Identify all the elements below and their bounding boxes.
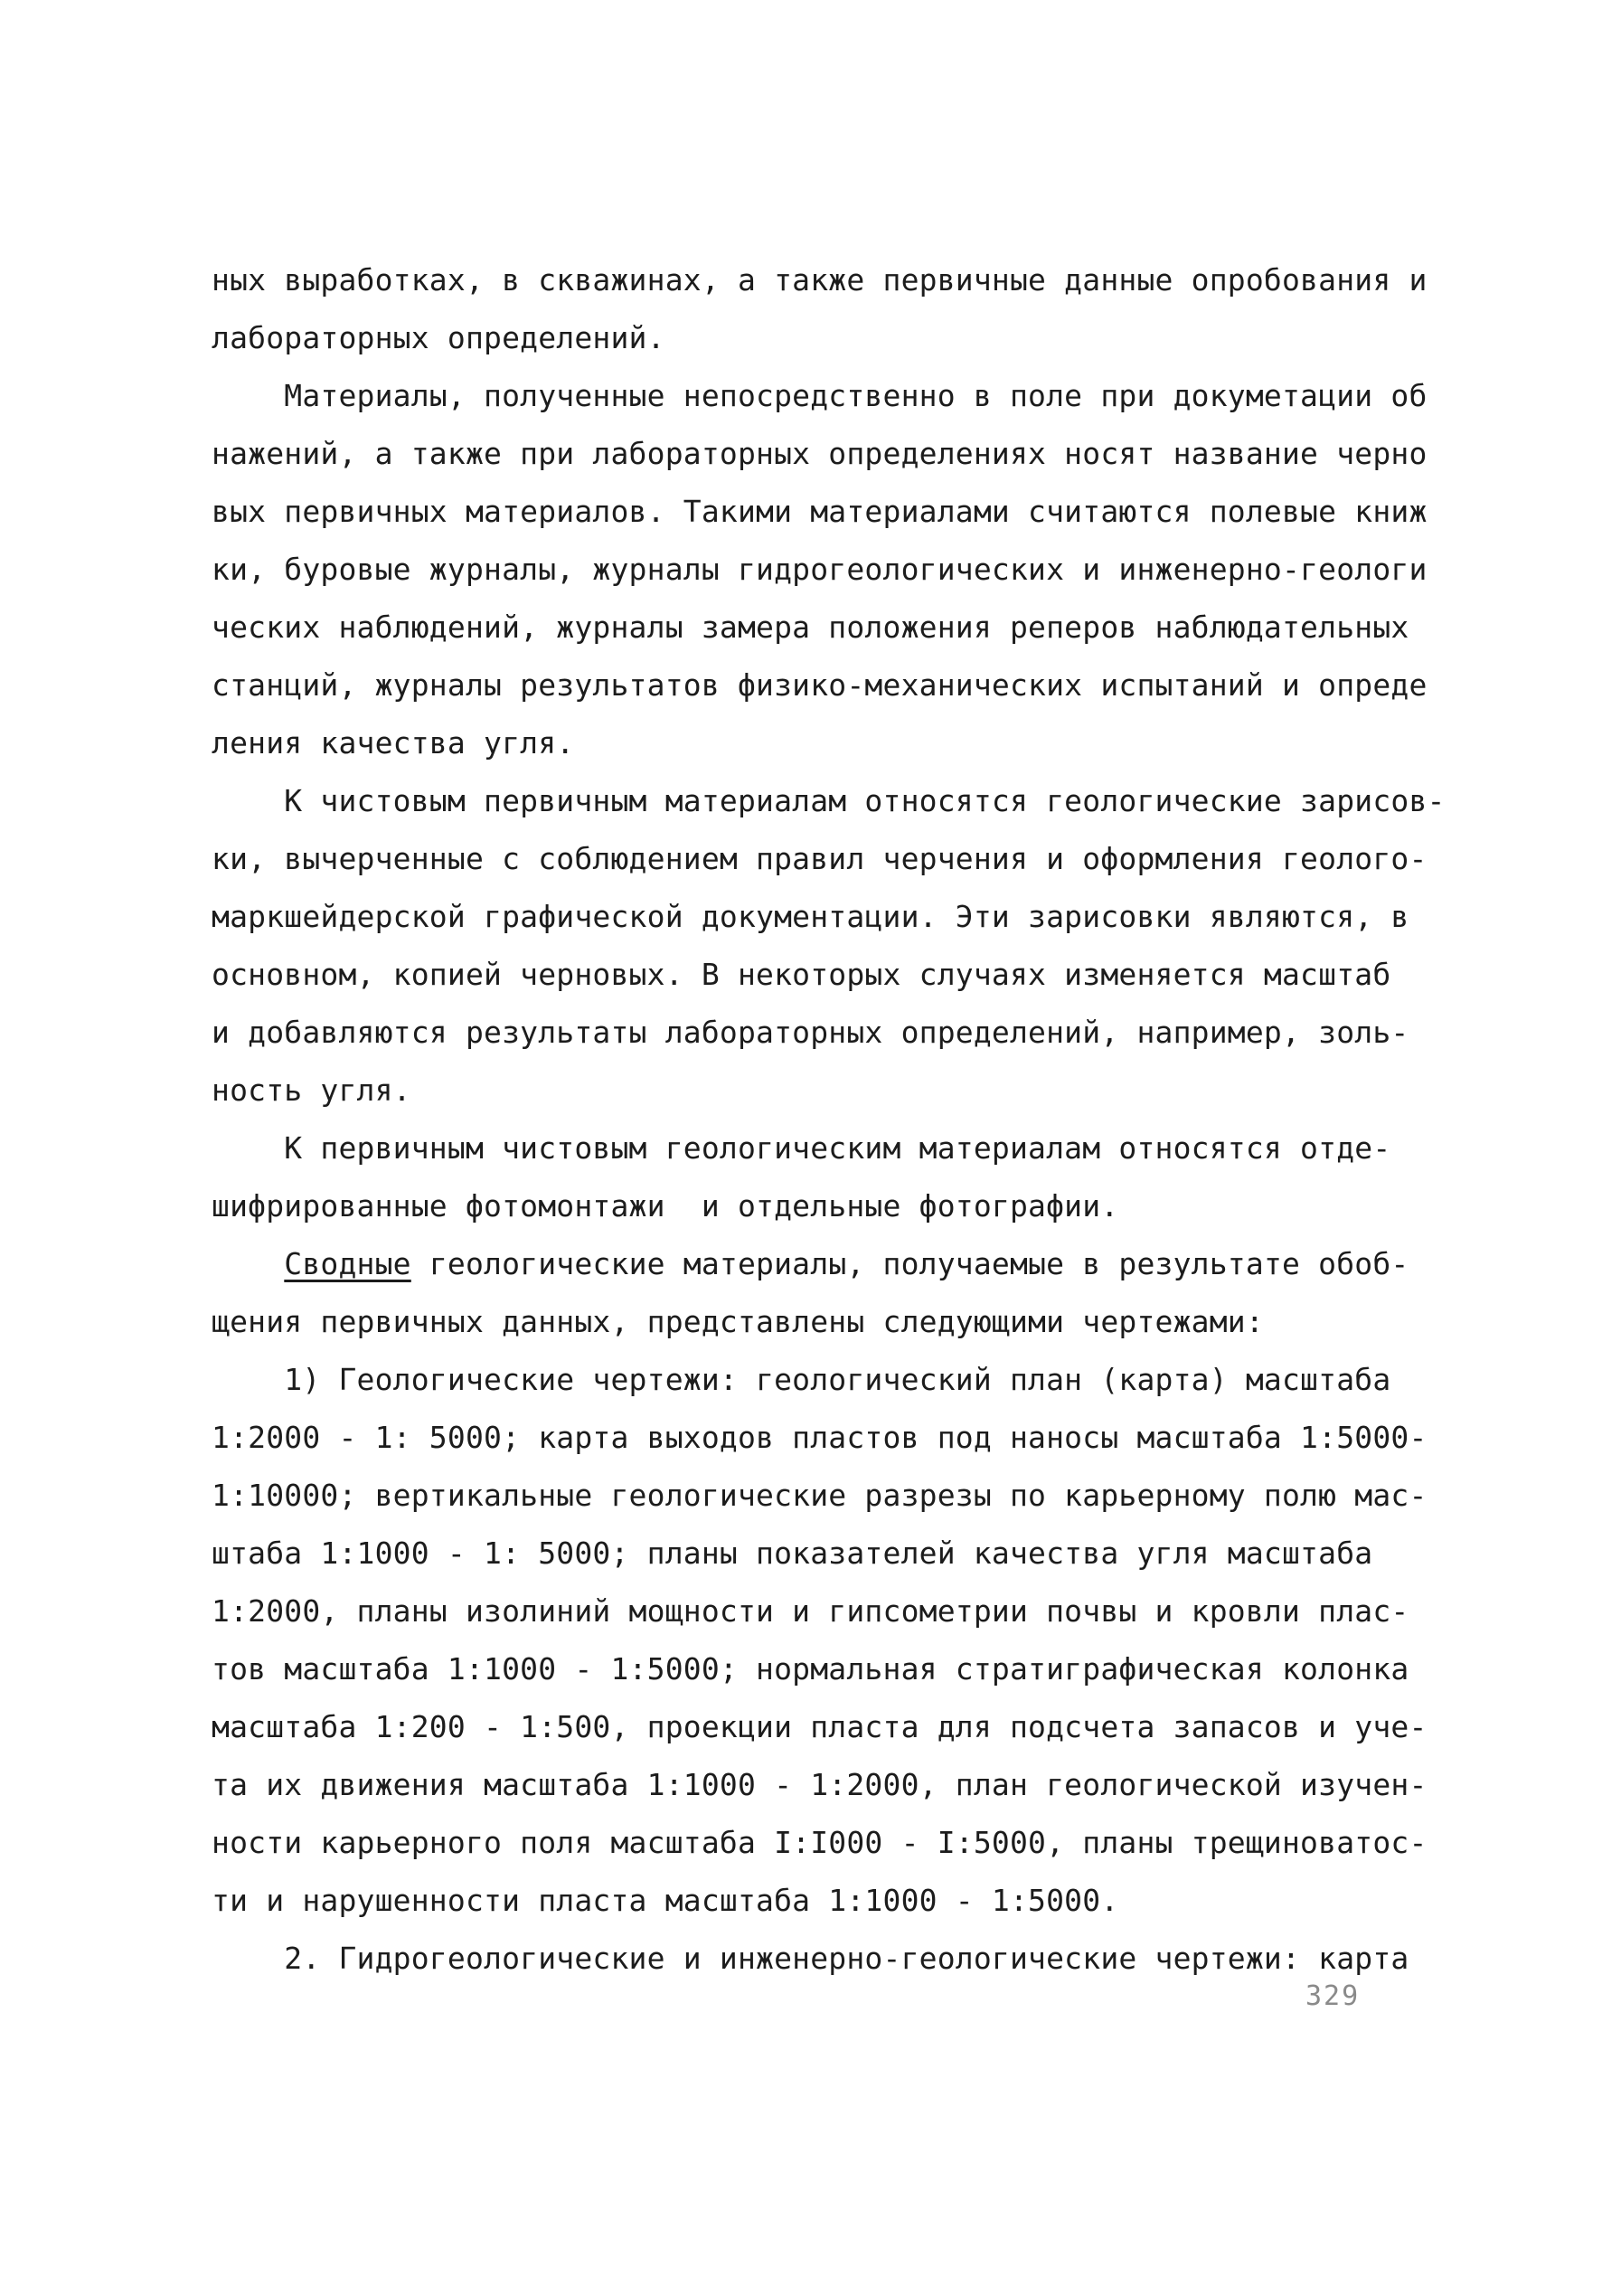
text-line: ти и нарушенности пласта масштаба 1:1000 - 1:5000.	[212, 1883, 1119, 1918]
text-line: та их движения масштаба 1:1000 - 1:2000, план геологической изучен-	[212, 1767, 1428, 1802]
text-line: нажений, а также при лабораторных определениях носят название черно	[212, 436, 1428, 471]
text-line: 1) Геологические чертежи: геологический план (карта) масштаба	[212, 1362, 1391, 1397]
text-line: 1:10000; вертикальные геологические разрезы по карьерному полю мас-	[212, 1478, 1428, 1513]
page-number: 329	[1305, 1980, 1361, 2012]
text-line: основном, копией черновых. В некоторых случаях изменяется масштаб	[212, 957, 1391, 992]
text-line: ки, буровые журналы, журналы гидрогеологических и инженерно-геологи	[212, 552, 1428, 587]
text-line: ческих наблюдений, журналы замера положения реперов наблюдательных	[212, 609, 1409, 645]
summary-first-line-rest: геологические материалы, получаемые в результате обоб-	[410, 1246, 1409, 1281]
text-line: и добавляются результаты лабораторных определений, например, золь-	[212, 1015, 1409, 1050]
text-line: К чистовым первичным материалам относятся геологические зарисов-	[212, 783, 1446, 818]
text-line: ления качества угля.	[212, 725, 575, 761]
text-line: лабораторных определений.	[212, 320, 665, 355]
indent	[212, 1246, 284, 1281]
text-line: ности карьерного поля масштаба I:I000 - I:5000, планы трещиноватос-	[212, 1825, 1428, 1860]
underlined-heading-word: Сводные	[284, 1246, 411, 1281]
text-line: вых первичных материалов. Такими материалами считаются полевые книж	[212, 494, 1428, 529]
text-line: ность угля.	[212, 1072, 411, 1108]
text-line: штаба 1:1000 - 1: 5000; планы показателей качества угля масштаба	[212, 1535, 1373, 1571]
text-line: масштаба 1:200 - 1:500, проекции пласта для подсчета запасов и уче-	[212, 1709, 1428, 1744]
summary-first-line	[212, 1235, 1409, 1293]
document-body	[212, 251, 1446, 1988]
text-line: тов масштаба 1:1000 - 1:5000; нормальная стратиграфическая колонка	[212, 1651, 1409, 1687]
text-line: щения первичных данных, представлены следующими чертежами:	[212, 1304, 1264, 1339]
text-line: шифрированные фотомонтажи и отдельные фотографии.	[212, 1188, 1119, 1224]
text-line: К первичным чистовым геологическим материалам относятся отде-	[212, 1130, 1391, 1166]
text-line: Материалы, полученные непосредственно в поле при докуметации об	[212, 378, 1428, 413]
text-line: ных выработках, в скважинах, а также первичные данные опробования и	[212, 262, 1428, 298]
text-line: ки, вычерченные с соблюдением правил черчения и оформления геолого-	[212, 841, 1428, 876]
text-line: 2. Гидрогеологические и инженерно-геологические чертежи: карта	[212, 1941, 1409, 1976]
text-line: станций, журналы результатов физико-механических испытаний и опреде	[212, 667, 1428, 703]
text-line: маркшейдерской графической документации. Эти зарисовки являются, в	[212, 899, 1409, 934]
text-line: 1:2000 - 1: 5000; карта выходов пластов под наносы масштаба 1:5000-	[212, 1420, 1428, 1455]
text-line: 1:2000, планы изолиний мощности и гипсометрии почвы и кровли плас-	[212, 1593, 1409, 1629]
